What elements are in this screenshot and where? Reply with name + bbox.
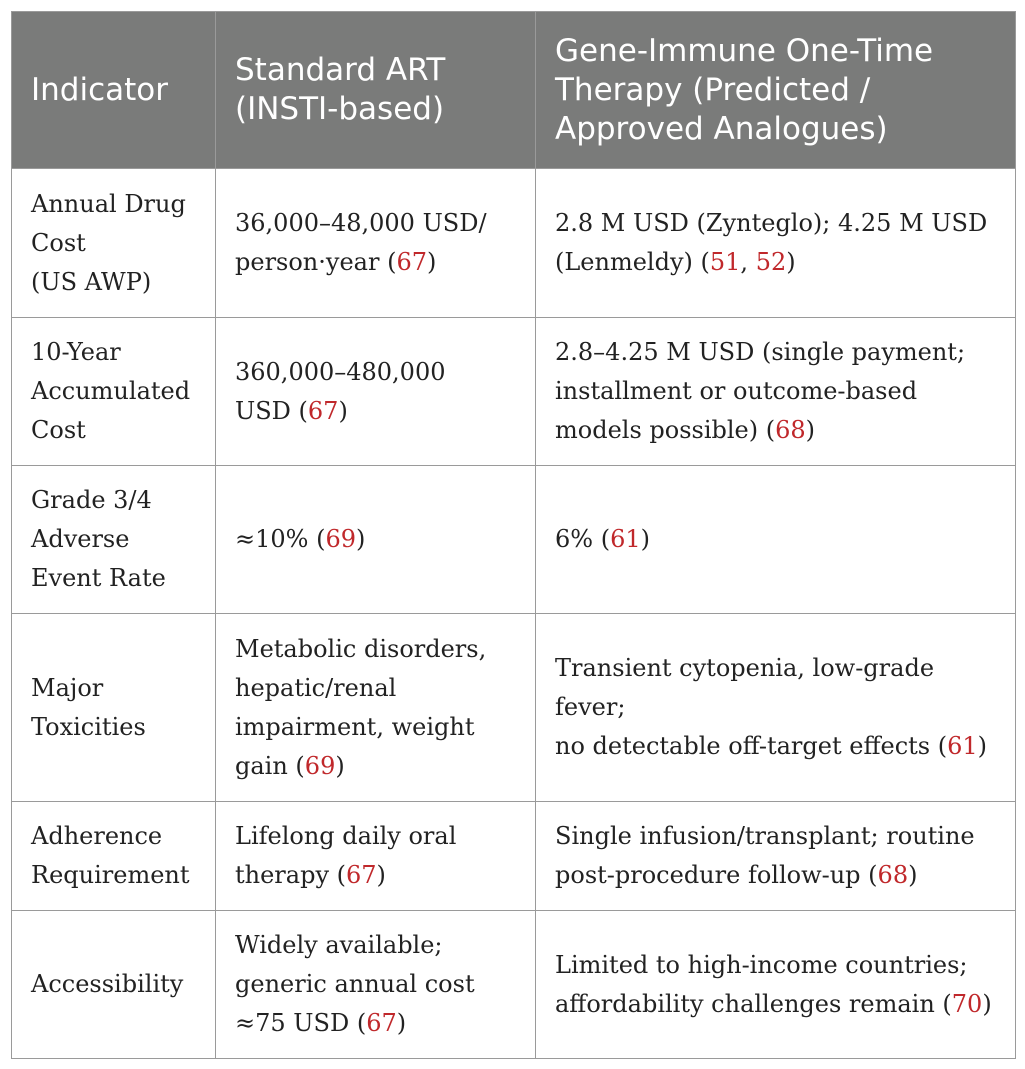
reference-link[interactable]: 67	[307, 396, 339, 425]
cell-text: 2.8 M USD (Zynteglo); 4.25 M USD	[555, 209, 988, 237]
cell-line	[235, 353, 516, 392]
reference-link[interactable]: 67	[346, 861, 377, 889]
cell-line	[235, 669, 516, 708]
cell-line	[235, 817, 516, 856]
cell-text: person·year (	[235, 248, 397, 276]
cell-line: Annual Drug	[31, 189, 186, 218]
table-row	[12, 802, 1016, 911]
cell-text: affordability challenges remain (	[555, 989, 952, 1018]
gene-therapy-cell	[536, 169, 1016, 318]
cell-line	[555, 333, 996, 372]
cell-text: )	[640, 525, 650, 553]
indicator-cell	[12, 466, 216, 614]
header-line: Indicator	[31, 71, 168, 108]
cell-line	[555, 817, 996, 856]
cell-line	[555, 856, 996, 895]
cell-text: 36,000–48,000 USD/	[235, 209, 487, 237]
cell-line	[555, 411, 996, 450]
cell-line	[555, 946, 996, 985]
cell-text: )	[335, 751, 345, 780]
cell-line	[555, 985, 996, 1024]
comparison-table	[11, 11, 1016, 1059]
cell-line	[555, 649, 996, 727]
cell-text: )	[908, 861, 918, 889]
cell-text: no detectable off-target effects (	[555, 732, 948, 760]
header-gene-immune-therapy	[536, 12, 1016, 169]
cell-line: Event Rate	[31, 564, 166, 592]
table-row	[12, 614, 1016, 802]
reference-link[interactable]: 68	[775, 416, 806, 444]
reference-link[interactable]: 61	[947, 732, 978, 760]
cell-line	[235, 520, 516, 559]
cell-text: gain (	[235, 751, 305, 780]
gene-therapy-cell	[536, 614, 1016, 802]
header-standard-art	[216, 12, 536, 169]
table-body	[12, 169, 1016, 1059]
cell-line: Adverse	[31, 525, 130, 553]
indicator-cell	[12, 318, 216, 466]
cell-text: Single infusion/transplant; routine	[555, 822, 975, 850]
cell-text: installment or outcome-based	[555, 377, 918, 405]
table-row	[12, 169, 1016, 318]
cell-text: USD (	[235, 396, 308, 425]
header-line: (INSTI-based)	[235, 91, 445, 127]
cell-text: (Lenmeldy) (	[555, 248, 710, 276]
cell-text: generic annual cost	[235, 970, 475, 998]
table-row	[12, 911, 1016, 1059]
cell-text: 360,000–480,000	[235, 357, 446, 386]
cell-line	[555, 727, 996, 766]
standard-art-cell	[216, 614, 536, 802]
cell-line: Accumulated	[31, 377, 191, 405]
cell-text: )	[426, 248, 437, 276]
cell-text: )	[376, 861, 386, 889]
cell-line	[555, 520, 996, 559]
header-row	[12, 12, 1016, 169]
cell-text: )	[982, 989, 992, 1018]
reference-link[interactable]: 61	[610, 525, 641, 553]
indicator-cell	[12, 911, 216, 1059]
cell-text: Lifelong daily oral	[235, 822, 457, 850]
gene-therapy-cell	[536, 318, 1016, 466]
header-indicator	[12, 12, 216, 169]
indicator-cell	[12, 802, 216, 911]
reference-link[interactable]: 67	[366, 1009, 397, 1037]
cell-line: Requirement	[31, 861, 190, 889]
standard-art-cell	[216, 802, 536, 911]
cell-text: models possible) (	[555, 416, 776, 444]
cell-line	[235, 204, 516, 243]
cell-text: post-procedure follow-up (	[555, 861, 878, 889]
cell-text: ,	[740, 248, 756, 276]
cell-text: therapy (	[235, 861, 346, 889]
reference-link[interactable]: 68	[877, 861, 909, 889]
table-row	[12, 318, 1016, 466]
cell-line	[555, 372, 996, 411]
cell-text: )	[356, 525, 366, 553]
cell-text: ≈10% (	[235, 525, 326, 553]
reference-link[interactable]: 51	[709, 248, 741, 276]
cell-line: Major	[31, 673, 104, 702]
gene-therapy-cell	[536, 802, 1016, 911]
cell-line	[235, 926, 516, 965]
header-line: Therapy (Predicted /	[555, 71, 871, 108]
gene-therapy-cell	[536, 466, 1016, 614]
cell-line: 10-Year	[31, 338, 121, 366]
cell-line	[235, 630, 516, 669]
cell-text: Limited to high-income countries;	[555, 950, 968, 979]
reference-link[interactable]: 69	[325, 525, 356, 553]
cell-line: (US AWP)	[31, 267, 152, 296]
cell-text: )	[786, 248, 796, 276]
cell-line	[235, 708, 516, 747]
header-line: Approved Analogues)	[555, 110, 888, 147]
cell-text: )	[805, 416, 816, 444]
standard-art-cell	[216, 318, 536, 466]
cell-line	[235, 747, 516, 786]
cell-text: Metabolic disorders,	[235, 634, 487, 663]
cell-text: Widely available;	[235, 931, 443, 959]
cell-line: Cost	[31, 416, 86, 444]
cell-line: Grade 3/4	[31, 486, 152, 514]
cell-line: Adherence	[31, 822, 163, 850]
cell-line	[235, 392, 516, 431]
cell-text: 2.8–4.25 M USD (single payment;	[555, 338, 966, 366]
reference-link[interactable]: 67	[396, 248, 427, 276]
cell-line: Cost	[31, 228, 86, 257]
reference-link[interactable]: 69	[304, 751, 336, 780]
cell-text: )	[396, 1009, 407, 1037]
cell-line	[555, 243, 996, 282]
cell-text: ≈75 USD (	[235, 1009, 367, 1037]
cell-text: 6% (	[555, 525, 611, 553]
indicator-cell	[12, 614, 216, 802]
reference-link[interactable]: 70	[951, 989, 983, 1018]
standard-art-cell	[216, 466, 536, 614]
table-row	[12, 466, 1016, 614]
cell-line	[235, 243, 516, 282]
cell-line	[235, 965, 516, 1004]
reference-link[interactable]: 52	[755, 248, 787, 276]
cell-line	[555, 204, 996, 243]
gene-therapy-cell	[536, 911, 1016, 1059]
cell-text: hepatic/renal	[235, 673, 397, 702]
cell-line	[235, 856, 516, 895]
header-line: Gene-Immune One-Time	[555, 32, 934, 69]
table-header	[12, 12, 1016, 169]
cell-line	[235, 1004, 516, 1043]
standard-art-cell	[216, 169, 536, 318]
cell-text: )	[977, 732, 988, 760]
indicator-cell	[12, 169, 216, 318]
cell-text: )	[338, 396, 348, 425]
cell-line: Accessibility	[31, 970, 184, 998]
cell-text: impairment, weight	[235, 712, 475, 741]
header-line: Standard ART	[235, 52, 446, 88]
cell-line: Toxicities	[31, 712, 146, 741]
standard-art-cell	[216, 911, 536, 1059]
cell-text: Transient cytopenia, low-grade fever;	[555, 654, 935, 721]
